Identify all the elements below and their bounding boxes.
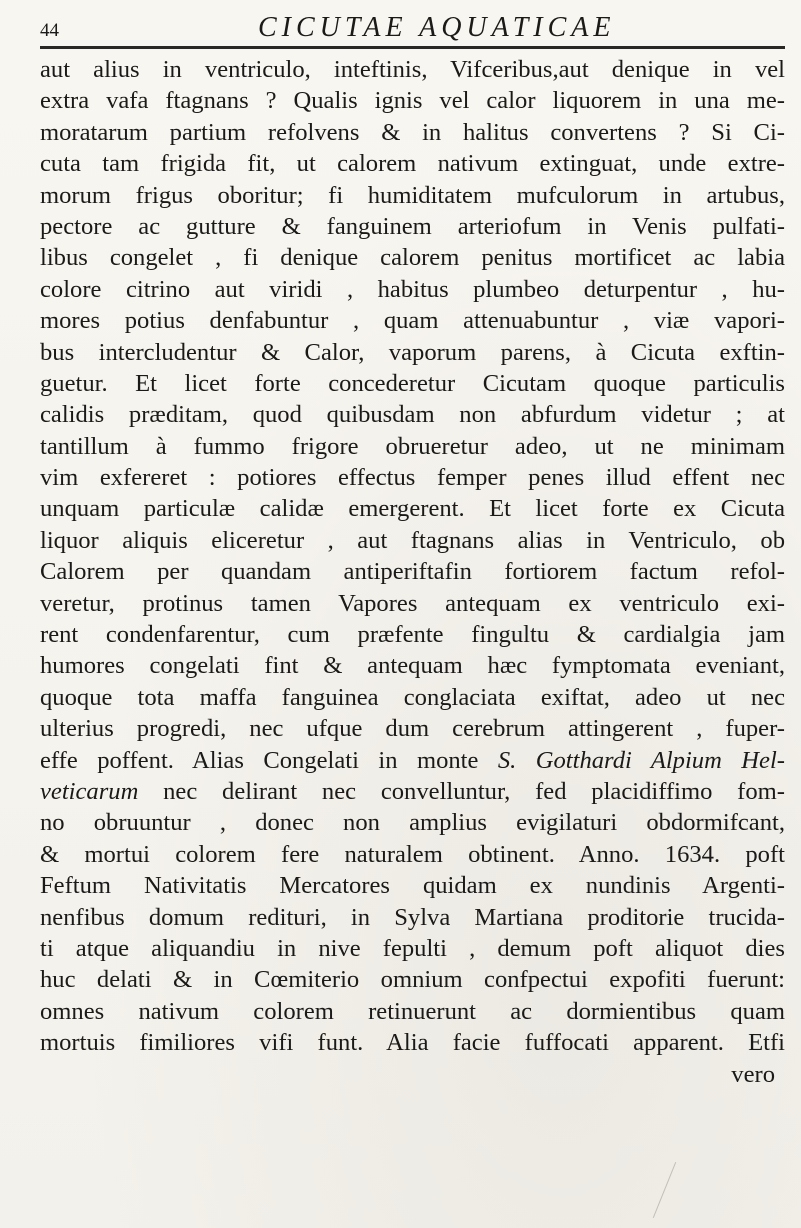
text-line: Feftum Nativitatis Mercatores quidam ex nundinis Argenti-: [40, 872, 785, 900]
text-line: colore citrino aut viridi , habitus plumbeo deturpentur , hu-: [40, 275, 785, 303]
text-line: guetur. Et licet forte concederetur Cicutam quoque particulis: [40, 369, 785, 397]
text-line: quoque tota maffa fanguinea conglaciata exiftat, adeo ut nec: [40, 683, 785, 711]
text-line: cuta tam frigida fit, ut calorem nativum extinguat, unde extre-: [40, 150, 785, 178]
text-line: libus congelet , fi denique calorem penitus mortificet ac labia: [40, 244, 785, 272]
catchword: vero: [731, 1060, 775, 1088]
text-line: liquor aliquis eliceretur , aut ftagnans alias in Ventriculo, ob: [40, 526, 785, 554]
text-line: vim exfereret : potiores effectus femper penes illud effent nec: [40, 464, 785, 492]
text-line: aut alius in ventriculo, inteftinis, Vifceribus,aut denique in vel: [40, 56, 785, 83]
text-line: & mortui colorem fere naturalem obtinent. Anno. 1634. poft: [40, 840, 785, 868]
text-line: tantillum à fummo frigore obrueretur adeo, ut ne minimam: [40, 432, 785, 460]
text-line: effe poffent. Alias Congelati in monte S. Gotthardi Alpium Hel-: [40, 746, 785, 774]
text-line: extra vafa ftagnans ? Qualis ignis vel calor liquorem in una me-: [40, 87, 785, 115]
text-line: rent condenfarentur, cum præfente fingultu & cardialgia jam: [40, 621, 785, 649]
page-header: [40, 10, 785, 50]
text-line: bus intercludentur & Calor, vaporum parens, à Cicuta exftin-: [40, 338, 785, 366]
text-line: ulterius progredi, nec ufque dum cerebrum attingerent , fuper-: [40, 715, 785, 743]
text-line: no obruuntur , donec non amplius evigilaturi obdormifcant,: [40, 809, 785, 837]
header-rule: [40, 46, 785, 49]
text-line: Calorem per quandam antiperiftafin fortiorem factum refol-: [40, 558, 785, 586]
text-line: pectore ac gutture & fanguinem arteriofum in Venis pulfati-: [40, 212, 785, 240]
text-line: moratarum partium refolvens & in halitus convertens ? Si Ci-: [40, 118, 785, 146]
text-line: veretur, protinus tamen Vapores antequam ex ventriculo exi-: [40, 589, 785, 617]
text-line: morum frigus oboritur; fi humiditatem mufculorum in artubus,: [40, 181, 785, 209]
text-line: nenfibus domum redituri, in Sylva Martiana proditorie trucida-: [40, 903, 785, 931]
text-line: ti atque aliquandiu in nive fepulti , demum poft aliquot dies: [40, 934, 785, 962]
text-line: unquam particulæ calidæ emergerent. Et licet forte ex Cicuta: [40, 495, 785, 523]
text-line: huc delati & in Cœmiterio omnium confpectui expofiti fuerunt:: [40, 966, 785, 994]
page-number: 44: [40, 20, 59, 41]
italic-place-name: veticarum: [40, 777, 139, 805]
text-line: humores congelati fint & antequam hæc fymptomata eveniant,: [40, 652, 785, 680]
text-line: veticarum nec delirant nec convelluntur, fed placidiffimo fom-: [40, 777, 785, 805]
italic-place-name: S. Gotthardi Alpium Hel-: [497, 746, 785, 774]
text-line: mortuis fimiliores vifi funt. Alia facie fuffocati apparent. Etfi: [40, 1029, 785, 1057]
text-line: calidis præditam, quod quibusdam non abfurdum videtur ; at: [40, 401, 785, 429]
text-line: mores potius denfabuntur , quam attenuabuntur , viæ vapori-: [40, 307, 785, 335]
running-head: CICUTAE AQUATICAE: [258, 12, 616, 43]
faint-pencil-mark: [653, 1162, 676, 1218]
body-text: [40, 54, 785, 1090]
text-line: omnes nativum colorem retinuerunt ac dormientibus quam: [40, 997, 785, 1025]
